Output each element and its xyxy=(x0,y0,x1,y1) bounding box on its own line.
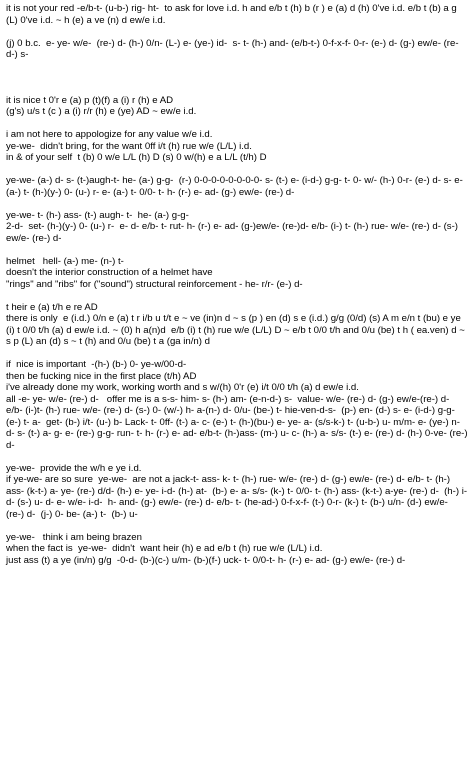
paragraph-10: ye-we- provide the w/h e ye i.d. if ye-we- are so sure ye-we- are not a jack-t- ass- k- t- (h-) rue- w/e- (re-) d- (g-) ew/e- (re-) d- e/b- t- (h-) ass- (k-t-) a- ye- (re-) d/d- (h-) e- ye- i-d- (h-) at- (b-) e- a- s/s- (k-) t- 0/0- t- (h-) ass- (k-t-) a-ye- (re-) d- (h-) i-d- (s-) u- d- e- w/e- i-d- h- and- (g-) ew/e- (re-) d- e/b- t- (he-ad-) 0-f-x-f- (t-) 0-r- (k-) t- (b-) u/n- (d-) ew/e- (re-) d- (j-) 0- be- (a-) t- (b-) u- xyxy=(6,462,468,520)
paragraph-8: t heir e (a) t/h e re AD there is only e (i.d.) 0/n e (a) t r i/b u t/t e ~ ve (in)n d ~ s (p ) en (d) s e (i.d.) g/g (0/d) (s) A m e/n t (bu) e ye (i) t 0/0 t/h (a) d ew/e i.d. ~ (0) h a(n)d e/b (i) t (h) rue w/e (L/L) D ~ e/b t 0/0 t/h and 0/u (be) t h ( ea.ven) d ~ s p (L) an (d) s ~ t (h) and 0/u (be) t a (ga in/n) d xyxy=(6,301,465,347)
paragraph-6: ye-we- t- (h-) ass- (t-) augh- t- he- (a-) g-g- 2-d- set- (h-)(y-) 0- (u-) r- e- d- e/b- t- rut- h- (r-) e- ad- (g-)ew/e- (re-)d- e/b- (i-) t- (h-) rue- w/e- (re-) d- (s-) ew/e- (re-) d- xyxy=(6,209,458,244)
document-body xyxy=(6,3,468,566)
paragraph-5: ye-we- (a-) d- s- (t-)augh-t- he- (a-) g-g- (r-) 0-0-0-0-0-0-0-0- s- (t-) e- (i-d-) g-g- t- 0- w/- (h-) 0-r- (e-) d- s- e- (a-) t- (h-)(y-) 0- (u-) r- e- (a-) t- 0/0- t- h- (r-) e- ad- (g-) ew/e- (re-) d- xyxy=(6,175,466,198)
paragraph-2: (j) 0 b.c. e- ye- w/e- (re-) d- (h-) 0/n- (L-) e- (ye-) id- s- t- (h-) and- (e/b-t-) 0-f-x-f- 0-r- (e-) d- (g-) ew/e- (re-d-) s- xyxy=(6,37,459,60)
paragraph-4: i am not here to appologize for any value w/e i.d. ye-we- didn't bring, for the want 0ff i/t (h) rue w/e (L/L) i.d. in & of your self t (b) 0 w/e L/L (h) D (s) 0 w/(h) e a L/L (t/h) D xyxy=(6,129,267,163)
paragraph-3: it is nice t 0'r e (a) p (t)(f) a (i) r (h) e AD (g's) u/s t (c ) a (i) r/r (h) e (ye) AD ~ ew/e i.d. xyxy=(6,94,197,117)
paragraph-1: it is not your red -e/b-t- (u-b-) rig- ht- to ask for love i.d. h and e/b t (h) b (r ) e (a) d (h) 0've i.d. e/b t (b) a g (L) 0've i.d. ~ h (e) a ve (n) d ew/e i.d. xyxy=(6,3,460,26)
paragraph-9: if nice is important -(h-) (b-) 0- ye-w/00-d- then be fucking nice in the first place (t/h) AD i've already done my work, working worth and s w/(h) 0'r (e) i/t 0/0 t/h (a) d ew/e i.d. all -e- ye- w/e- (re-) d- offer me is a s-s- him- s- (h-) am- (e-n-d-) s- value- w/e- (re-) d- (g-) ew/e-(re-) d- e/b- (i-)t- (h-) rue- w/e- (re-) d- (s-) 0- (w/-) h- a-(n-) d- 0/u- (be-) t- hie-ven-d-s- (p-) en- (d-) s- e- (i-d-) g-g- (e-) t- a- get- (b-) i/t- (u-) b- Lack- t- 0ff- (t-) a- c- (e-) t- (h-)(bu-) e- ye- a- (s/s-k-) t- (u-b-) u- m/m- e- (ye-) n- d- s- (t-) a- g- e- (re-) g-g- run- t- h- (r-) e- ad- e/b-t- (h-)ass- (m-) u- c- (h-) a- s/s- (t-) e- (re-) d- (h-) 0-ve- (re-) d- xyxy=(6,359,468,451)
paragraph-7: helmet hell- (a-) me- (n-) t- doesn't the interior construction of a helmet have "rings" and "ribs" for ("sound") structural reinforcement - he- r/r- (e-) d- xyxy=(6,255,303,290)
paragraph-11: ye-we- think i am being brazen when the fact is ye-we- didn't want heir (h) e ad e/b t (h) rue w/e (L/L) i.d. just ass (t) a ye (in/n) g/g -0-d- (b-)(c-) u/m- (b-)(f-) uck- t- 0/0-t- h- (r-) e- ad- (g-) ew/e- (re-) d- xyxy=(6,531,406,566)
